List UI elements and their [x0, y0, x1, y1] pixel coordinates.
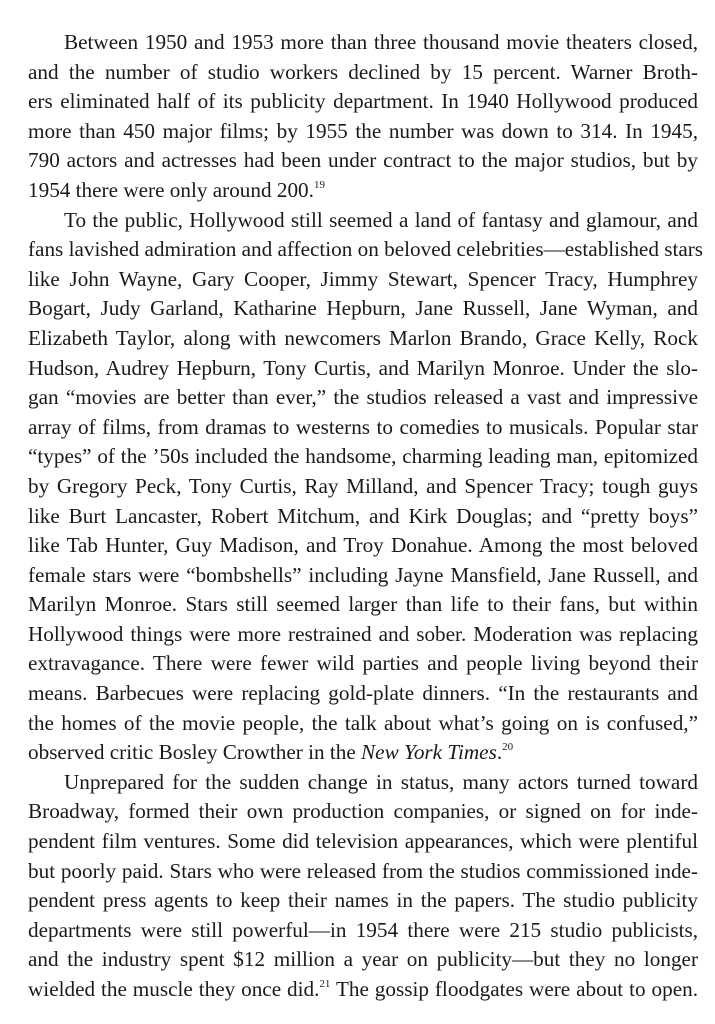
text-line: extravagance. There were fewer wild parties and people living beyond their	[28, 651, 698, 676]
document-page	[28, 28, 704, 1005]
footnote-marker: 19	[313, 178, 325, 191]
line-text: observed critic Bosley Crowther in the	[28, 740, 362, 765]
text-line: ers eliminated half of its publicity department. In 1940 Hollywood produced	[28, 89, 698, 114]
paragraph-2	[28, 206, 704, 768]
text-line	[28, 176, 698, 206]
text-line	[28, 738, 698, 768]
text-line: Unprepared for the sudden change in status, many actors turned toward	[64, 769, 698, 794]
text-line: “types” of the ’50s included the handsome, charming leading man, epitomized	[28, 444, 698, 469]
line-text: wielded the muscle they once did.	[28, 977, 320, 1001]
text-line: like John Wayne, Gary Cooper, Jimmy Stewart, Spencer Tracy, Humphrey	[28, 266, 698, 291]
text-line: Bogart, Judy Garland, Katharine Hepburn, Jane Russell, Jane Wyman, and	[28, 296, 698, 321]
text-line: Hollywood things were more restrained and sober. Moderation was replacing	[28, 621, 698, 646]
text-line: but poorly paid. Stars who were released from the studios commissioned inde-	[28, 858, 698, 883]
text-line: Broadway, formed their own production companies, or signed on for inde-	[28, 799, 698, 824]
text-line: fans lavished admiration and affection on beloved celebrities—established stars	[28, 237, 704, 262]
text-line: like Tab Hunter, Guy Madison, and Troy Donahue. Among the most beloved	[28, 533, 698, 558]
publication-title: New York Times	[361, 740, 497, 765]
text-line: Marilyn Monroe. Stars still seemed larger than life to their fans, but within	[28, 592, 698, 617]
text-line: Between 1950 and 1953 more than three thousand movie theaters closed,	[64, 30, 698, 54]
text-line: the homes of the movie people, the talk about what’s going on is confused,”	[28, 710, 698, 735]
text-line	[28, 975, 698, 1005]
text-line: and the number of studio workers declined by 15 percent. Warner Broth-	[28, 59, 698, 84]
text-line: gan “movies are better than ever,” the studios released a vast and impressive	[28, 385, 698, 410]
line-text: 1954 there were only around 200.	[28, 177, 314, 202]
footnote-marker: 21	[319, 978, 331, 990]
text-line: pendent press agents to keep their names in the papers. The studio publicity	[28, 888, 698, 913]
text-line: 790 actors and actresses had been under contract to the major studios, but by	[28, 148, 698, 173]
text-line: Elizabeth Taylor, along with newcomers Marlon Brando, Grace Kelly, Rock	[28, 325, 698, 350]
paragraph-3	[28, 768, 698, 1005]
paragraph-1	[28, 28, 698, 206]
text-line: like Burt Lancaster, Robert Mitchum, and Kirk Douglas; and “pretty boys”	[28, 503, 698, 528]
line-text: .	[496, 740, 503, 765]
text-line: female stars were “bombshells” including Jayne Mansfield, Jane Russell, and	[28, 562, 698, 587]
text-line: To the public, Hollywood still seemed a land of fantasy and glamour, and	[64, 207, 698, 232]
text-line: array of films, from dramas to westerns to comedies to musicals. Popular star	[28, 414, 698, 439]
text-line: Hudson, Audrey Hepburn, Tony Curtis, and Marilyn Monroe. Under the slo-	[28, 355, 698, 380]
text-line: and the industry spent $12 million a year on publicity—but they no longer	[28, 947, 698, 972]
line-text: The gossip floodgates were about to open.	[330, 977, 698, 1001]
text-line: pendent film ventures. Some did television appearances, which were plentiful	[28, 829, 698, 854]
text-line: more than 450 major films; by 1955 the number was down to 314. In 1945,	[28, 118, 698, 143]
footnote-marker: 20	[502, 741, 514, 754]
text-line: by Gregory Peck, Tony Curtis, Ray Milland, and Spencer Tracy; tough guys	[28, 473, 698, 498]
text-line: departments were still powerful—in 1954 there were 215 studio publicists,	[28, 917, 698, 942]
text-line: means. Barbecues were replacing gold-plate dinners. “In the restaurants and	[28, 681, 698, 706]
